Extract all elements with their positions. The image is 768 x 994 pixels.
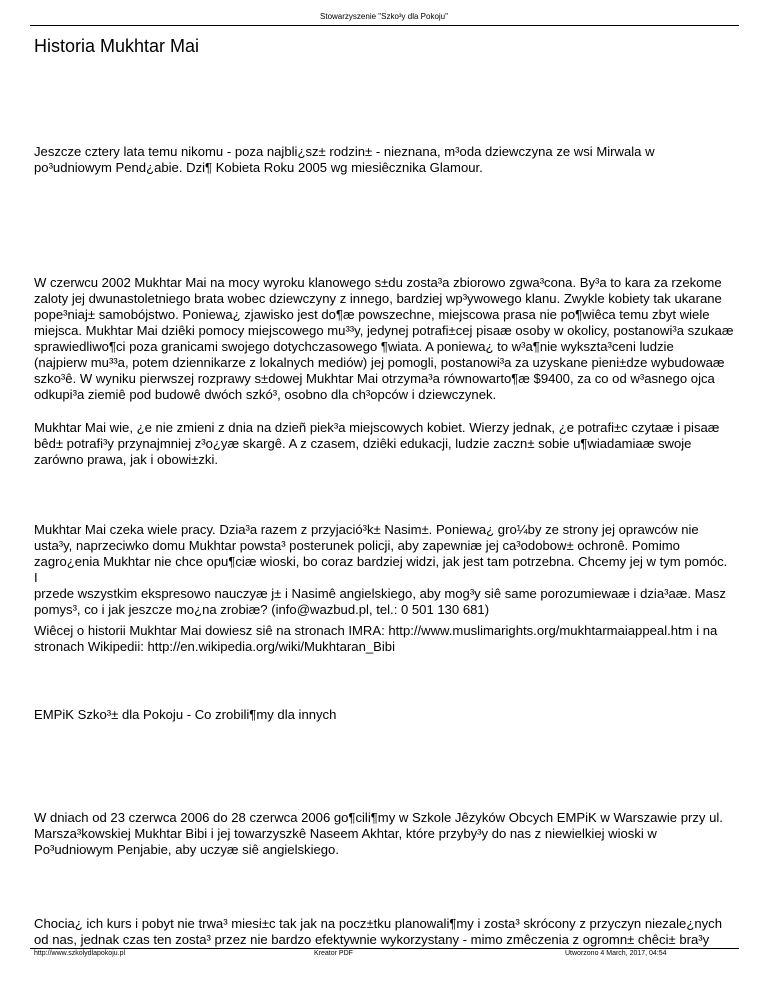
paragraph-story: W czerwcu 2002 Mukhtar Mai na mocy wyroku klanowego s±du zosta³a zbiorowo zgwa³cona. By³a to kara za rzekome zaloty jej dwunastoletniego brata wobec dziewczyny z innego, bardziej wp³ywowego klanu. Zwykle kobiety tak ukarane pope³niaj± samobójstwo. Poniewa¿ zjawisko jest do¶æ powszechne, miejscowa prasa nie po¶wiêca temu zbyt wiele miejsca. Mukhtar Mai dziêki pomocy miejscowego mu³³y, jedynej potrafi±cej pisaæ osoby w okolicy, postanowi³a szukaæ sprawiedliwo¶ci poza granicami swojego dotychczasowego ¶wiata. A poniewa¿ to w³a¶nie wykszta³ceni ludzie (najpierw mu³³a, potem dziennikarze z lokalnych mediów) jej pomogli, postanowi³a za uzyskane pieni±dze wybudowaæ szko³ê. W wyniku pierwszej rozprawy s±dowej Mukhtar Mai otrzyma³a równowarto¶æ $9400, za co od w³asnego ojca odkupi³a ziemiê pod budowê dwóch szkó³, osobno dla ch³opców i dziewczynek. — [34, 275, 734, 402]
page-title: Historia Mukhtar Mai — [34, 36, 200, 56]
page-header: Stowarzyszenie "Szko³y dla Pokoju" — [320, 12, 448, 21]
footer-url: http://www.szkolydlapokoju.pl — [34, 950, 126, 957]
paragraph-work: Mukhtar Mai czeka wiele pracy. Dzia³a razem z przyjació³k± Nasim±. Poniewa¿ gro¼by ze strony jej oprawców nie usta³y, naprzeciwko domu Mukhtar powsta³ posterunek policji, aby zapewniæ jej ca³odobow± ochronê. Pomimo zagro¿enia Mukhtar nie chce opu¶ciæ wioski, bo coraz bardziej widzi, jak jest tam potrzebna. Chcemy jej w tym pomóc. I przede wszystkim ekspresowo nauczyæ j± i Nasimê angielskiego, aby mog³y siê same porozumiewaæ i dzia³aæ. Masz pomys³, co i jak jeszcze mo¿na zrobiæ? (info@wazbud.pl, tel.: 0 501 130 681) — [34, 522, 728, 617]
paragraph-intro: Jeszcze cztery lata temu nikomu - poza najbli¿sz± rodzin± - nieznana, m³oda dziewczyna ze wsi Mirwala w po³udniowym Pend¿abie. Dzi¶ Kobieta Roku 2005 wg miesiêcznika Glamour. — [34, 144, 655, 175]
paragraph-links: Wiêcej o historii Mukhtar Mai dowiesz siê na stronach IMRA: http://www.muslimarights.org/mukhtarmaiappeal.htm i na stronach Wikipedii: http://en.wikipedia.org/wiki/Mukhtaran_Bibi — [34, 623, 718, 654]
header-divider — [30, 25, 739, 26]
paragraph-course: Chocia¿ ich kurs i pobyt nie trwa³ miesi±c tak jak na pocz±tku planowali¶my i zosta³ skrócony z przyczyn niezale¿nych od nas, jednak czas ten zosta³ przez nie bardzo efektywnie wykorzystany - mimo zmêczenia z ogromn± chêci± bra³y — [34, 916, 722, 947]
section-heading-empik: EMPiK Szko³± dla Pokoju - Co zrobili¶my dla innych — [34, 707, 337, 722]
paragraph-mission: Mukhtar Mai wie, ¿e nie zmieni z dnia na dzieñ piek³a miejscowych kobiet. Wierzy jednak, ¿e potrafi±c czytaæ i pisaæ bêd± potrafi³y przynajmniej z³o¿yæ skargê. A z czasem, dziêki edukacji, ludzie zaczn± sobie u¶wiadamiaæ swoje zarówno prawa, jak i obowi±zki. — [34, 420, 720, 467]
footer-created-date: Utworzono 4 March, 2017, 04:54 — [565, 950, 667, 957]
paragraph-visit: W dniach od 23 czerwca 2006 do 28 czerwca 2006 go¶cili¶my w Szkole Jêzyków Obcych EMPiK w Warszawie przy ul. Marsza³kowskiej Mukhtar Bibi i jej towarzyszkê Naseem Akhtar, które przyby³y do nas z niewielkiej wioski w Po³udniowym Penjabie, aby uczyæ siê angielskiego. — [34, 810, 723, 857]
footer-creator: Kreator PDF — [314, 950, 353, 957]
